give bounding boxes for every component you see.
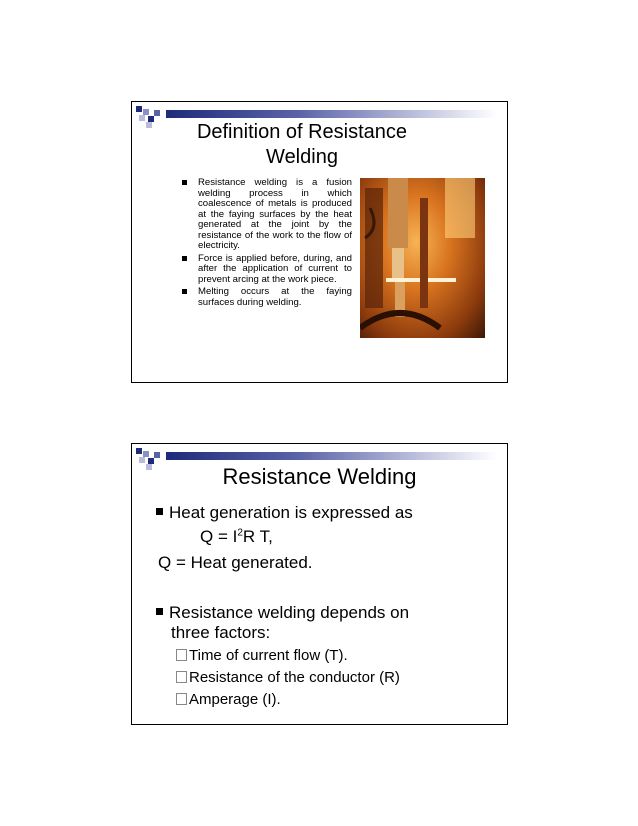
bullet-text: Force is applied before, during, and after the application of current to prevent arcing at the work piece. <box>198 252 352 285</box>
list-item <box>176 668 400 688</box>
bullet-icon <box>156 608 163 615</box>
list-item <box>176 690 281 710</box>
list-item <box>182 287 352 308</box>
bullet-heat-generation <box>156 502 413 524</box>
list-item <box>182 178 352 252</box>
checkbox-icon <box>176 693 187 705</box>
bullet-text: Heat generation is expressed as <box>169 503 413 522</box>
list-item <box>182 254 352 286</box>
slide-title: Definition of Resistance Welding <box>196 121 408 168</box>
slide-definition <box>131 101 508 383</box>
formula <box>200 526 273 548</box>
slide-resistance-welding <box>131 443 508 725</box>
bullet-text: Resistance welding is a fusion welding process in which coalescence of metals is produced at the faying surfaces by the heat generated at the joint by the resistance of the work to the flow of electricity. <box>198 177 352 251</box>
bullet-icon <box>156 508 163 515</box>
formula-prefix: Q = I <box>200 527 238 546</box>
slide-title: Resistance Welding <box>222 464 417 489</box>
bullet-text: Resistance welding depends on <box>169 603 410 622</box>
bullet-factors <box>156 602 409 624</box>
factor-text: Resistance of the conductor (R) <box>189 669 400 686</box>
bullet-text-continued: three factors: <box>171 623 271 642</box>
list-item <box>176 646 348 666</box>
bullet-icon <box>182 180 187 185</box>
factor-text: Amperage (I). <box>189 691 281 708</box>
formula-exponent: 2 <box>237 527 243 539</box>
bullet-text: Melting occurs at the faying surfaces during welding. <box>198 286 352 308</box>
factor-text: Time of current flow (T). <box>189 647 348 664</box>
bullet-list <box>182 178 352 310</box>
definition-text: Q = Heat generated. <box>158 553 313 572</box>
bullet-icon <box>182 256 187 261</box>
checkbox-icon <box>176 649 187 661</box>
checkbox-icon <box>176 671 187 683</box>
welding-photo <box>360 178 485 338</box>
formula-suffix: R T, <box>242 527 273 546</box>
bullet-icon <box>182 289 187 294</box>
welding-machine-illustration <box>360 178 485 338</box>
